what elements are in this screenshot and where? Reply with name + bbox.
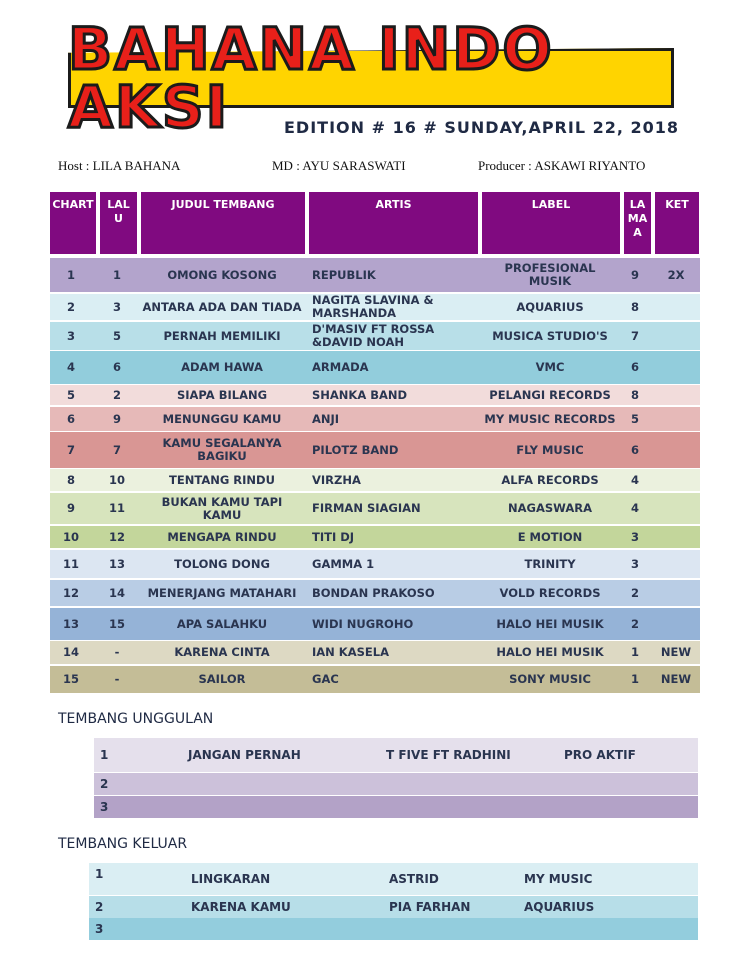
unggulan-row [94, 773, 698, 795]
chart-cell-artis: D'MASIV FT ROSSA &DAVID NOAH [312, 322, 435, 349]
chart-cell-judul: MENUNGGU KAMU [162, 411, 282, 426]
chart-cell-judul: TENTANG RINDU [169, 472, 275, 487]
host-credit: Host : LILA BAHANA [58, 158, 181, 173]
chart-cell-no: 4 [66, 360, 75, 374]
chart-cell-judul: BUKAN KAMU TAPI KAMU [161, 494, 283, 522]
chart-cell-label: PROFESIONAL MUSIK [504, 261, 596, 288]
chart-cell-artis: GAC [312, 672, 339, 686]
chart-cell-lalu: 12 [108, 529, 125, 544]
unggulan-cell-label: PRO AKTIF [564, 748, 636, 762]
chart-cell-lalu: 15 [108, 616, 125, 631]
chart-cell-lalu: 10 [108, 472, 125, 487]
chart-cell-no: 12 [62, 585, 79, 600]
chart-cell-artis: PILOTZ BAND [312, 442, 399, 457]
keluar-cell-artis: ASTRID [389, 872, 439, 886]
chart-cell-label: E MOTION [517, 529, 583, 544]
chart-cell-lalu: 5 [112, 328, 121, 343]
edition-line: EDITION # 16 # SUNDAY,APRIL 22, 2018 [284, 118, 680, 137]
chart-cell-lalu: 9 [112, 411, 121, 426]
unggulan-row [94, 796, 698, 818]
chart-cell-lama: 9 [630, 267, 639, 282]
unggulan-cell-no: 2 [100, 777, 109, 791]
unggulan-cell-judul: JANGAN PERNAH [188, 748, 301, 762]
chart-cell-no: 5 [66, 387, 75, 402]
col-ket: KET [655, 192, 699, 254]
chart-cell-lama: 6 [630, 360, 639, 374]
chart-cell-lalu: 7 [112, 442, 121, 457]
chart-cell-lama: 6 [630, 442, 639, 457]
chart-cell-lama: 5 [630, 411, 639, 426]
chart-cell-lama: 2 [630, 585, 639, 600]
chart-cell-lalu: 3 [112, 299, 121, 314]
chart-cell-lalu: - [114, 672, 120, 686]
keluar-row [89, 896, 698, 918]
chart-cell-lalu: 13 [108, 556, 125, 571]
chart-row [50, 294, 700, 320]
chart-cell-no: 1 [66, 267, 75, 282]
chart-cell-no: 11 [62, 556, 79, 571]
chart-cell-artis: REPUBLIK [312, 267, 376, 282]
chart-row [50, 469, 700, 491]
chart-row [50, 432, 700, 468]
chart-cell-no: 15 [62, 672, 79, 686]
keluar-cell-label: MY MUSIC [524, 872, 593, 886]
chart-cell-lama: 1 [630, 672, 639, 686]
chart-cell-judul: TOLONG DONG [174, 556, 270, 571]
chart-row [50, 322, 700, 350]
chart-cell-label: AQUARIUS [516, 299, 584, 314]
chart-cell-no: 13 [62, 616, 79, 631]
col-lalu: LAL U [100, 192, 137, 254]
col-artis: ARTIS [309, 192, 478, 254]
chart-row [50, 641, 700, 664]
chart-row [50, 407, 700, 431]
keluar-cell-judul: LINGKARAN [191, 872, 271, 886]
chart-cell-no: 14 [62, 645, 79, 659]
chart-cell-no: 3 [66, 328, 75, 343]
chart-cell-label: MY MUSIC RECORDS [484, 411, 616, 426]
chart-cell-lama: 7 [630, 328, 639, 343]
logo: BAHANA INDO AKSI [68, 15, 554, 141]
col-judul: JUDUL TEMBANG [141, 192, 305, 254]
chart-cell-lama: 1 [630, 645, 639, 659]
chart-cell-no: 10 [62, 529, 79, 544]
chart-cell-no: 8 [66, 472, 75, 487]
chart-cell-artis: SHANKA BAND [312, 387, 408, 402]
keluar-cell-no: 2 [95, 900, 104, 914]
chart-cell-judul: APA SALAHKU [176, 616, 268, 631]
md-credit: MD : AYU SARASWATI [272, 158, 406, 173]
col-lama: LA MA A [624, 192, 651, 254]
chart-cell-judul: KAMU SEGALANYA BAGIKU [162, 436, 282, 463]
chart-cell-lalu: - [114, 645, 120, 659]
chart-row [50, 258, 700, 292]
chart-cell-judul: MENGAPA RINDU [167, 529, 277, 544]
chart-cell-lalu: 14 [108, 585, 125, 600]
unggulan-row [94, 738, 698, 772]
chart-cell-lama: 8 [630, 299, 639, 314]
col-chart: CHART [50, 192, 96, 254]
chart-cell-ket: NEW [660, 672, 692, 686]
chart-cell-artis: VIRZHA [312, 472, 361, 487]
chart-cell-judul: SAILOR [198, 672, 246, 686]
chart-cell-judul: KARENA CINTA [174, 645, 270, 659]
chart-cell-label: SONY MUSIC [509, 672, 591, 686]
chart-cell-label: ALFA RECORDS [501, 472, 599, 487]
chart-cell-lalu: 6 [112, 360, 121, 374]
chart-cell-artis: TITI DJ [312, 529, 355, 544]
chart-cell-lama: 3 [630, 529, 639, 544]
keluar-row [89, 863, 698, 895]
keluar-cell-no: 1 [95, 867, 104, 881]
chart-cell-artis: ARMADA [312, 360, 369, 374]
chart-cell-lama: 2 [630, 616, 639, 631]
chart-cell-label: VMC [535, 360, 565, 374]
chart-cell-lama: 3 [630, 556, 639, 571]
chart-cell-label: FLY MUSIC [516, 442, 584, 457]
chart-cell-ket: 2X [667, 267, 685, 282]
chart-cell-ket: NEW [660, 645, 692, 659]
chart-cell-judul: SIAPA BILANG [176, 387, 268, 402]
chart-row [50, 385, 700, 405]
chart-cell-lalu: 2 [112, 387, 121, 402]
producer-credit: Producer : ASKAWI RIYANTO [478, 158, 646, 173]
chart-cell-judul: ANTARA ADA DAN TIADA [142, 299, 302, 314]
unggulan-cell-artis: T FIVE FT RADHINI [386, 748, 511, 762]
unggulan-title: TEMBANG UNGGULAN [58, 711, 214, 727]
keluar-cell-judul: KARENA KAMU [191, 900, 291, 914]
chart-row [50, 608, 700, 640]
chart-cell-lalu: 1 [112, 267, 121, 282]
chart-cell-lama: 4 [630, 472, 639, 487]
chart-row [50, 666, 700, 693]
chart-cell-artis: NAGITA SLAVINA & MARSHANDA [312, 293, 434, 320]
chart-row [50, 550, 700, 578]
chart-cell-artis: FIRMAN SIAGIAN [312, 501, 421, 515]
chart-cell-label: VOLD RECORDS [499, 585, 601, 600]
chart-cell-artis: BONDAN PRAKOSO [312, 585, 435, 600]
chart-cell-artis: IAN KASELA [312, 645, 389, 659]
chart-cell-lama: 8 [630, 387, 639, 402]
chart-row [50, 351, 700, 384]
chart-cell-label: HALO HEI MUSIK [496, 645, 604, 659]
chart-cell-lama: 4 [630, 501, 639, 515]
keluar-title: TEMBANG KELUAR [58, 836, 188, 852]
chart-cell-no: 7 [66, 442, 75, 457]
chart-cell-no: 6 [66, 411, 75, 426]
chart-cell-label: NAGASWARA [508, 501, 592, 515]
keluar-row [89, 918, 698, 940]
chart-cell-judul: OMONG KOSONG [167, 267, 277, 282]
chart-row [50, 526, 700, 548]
chart-cell-label: PELANGI RECORDS [489, 387, 611, 402]
keluar-cell-artis: PIA FARHAN [389, 900, 471, 914]
chart-cell-judul: MENERJANG MATAHARI [147, 585, 297, 600]
chart-cell-no: 2 [66, 299, 75, 314]
chart-cell-judul: PERNAH MEMILIKI [163, 328, 281, 343]
chart-cell-artis: WIDI NUGROHO [312, 616, 414, 631]
chart-cell-artis: ANJI [312, 411, 340, 426]
unggulan-cell-no: 1 [100, 748, 109, 762]
col-label: LABEL [482, 192, 620, 254]
chart-cell-label: MUSICA STUDIO'S [492, 328, 608, 343]
chart-cell-no: 9 [66, 501, 75, 515]
chart-cell-judul: ADAM HAWA [181, 360, 263, 374]
chart-row [50, 580, 700, 606]
keluar-cell-label: AQUARIUS [524, 900, 595, 914]
unggulan-cell-no: 3 [100, 800, 109, 814]
chart-cell-lalu: 11 [108, 501, 125, 515]
chart-cell-artis: GAMMA 1 [312, 556, 375, 571]
chart-row [50, 493, 700, 524]
chart-cell-label: HALO HEI MUSIK [496, 616, 604, 631]
keluar-cell-no: 3 [95, 922, 104, 936]
chart-cell-label: TRINITY [524, 556, 576, 571]
